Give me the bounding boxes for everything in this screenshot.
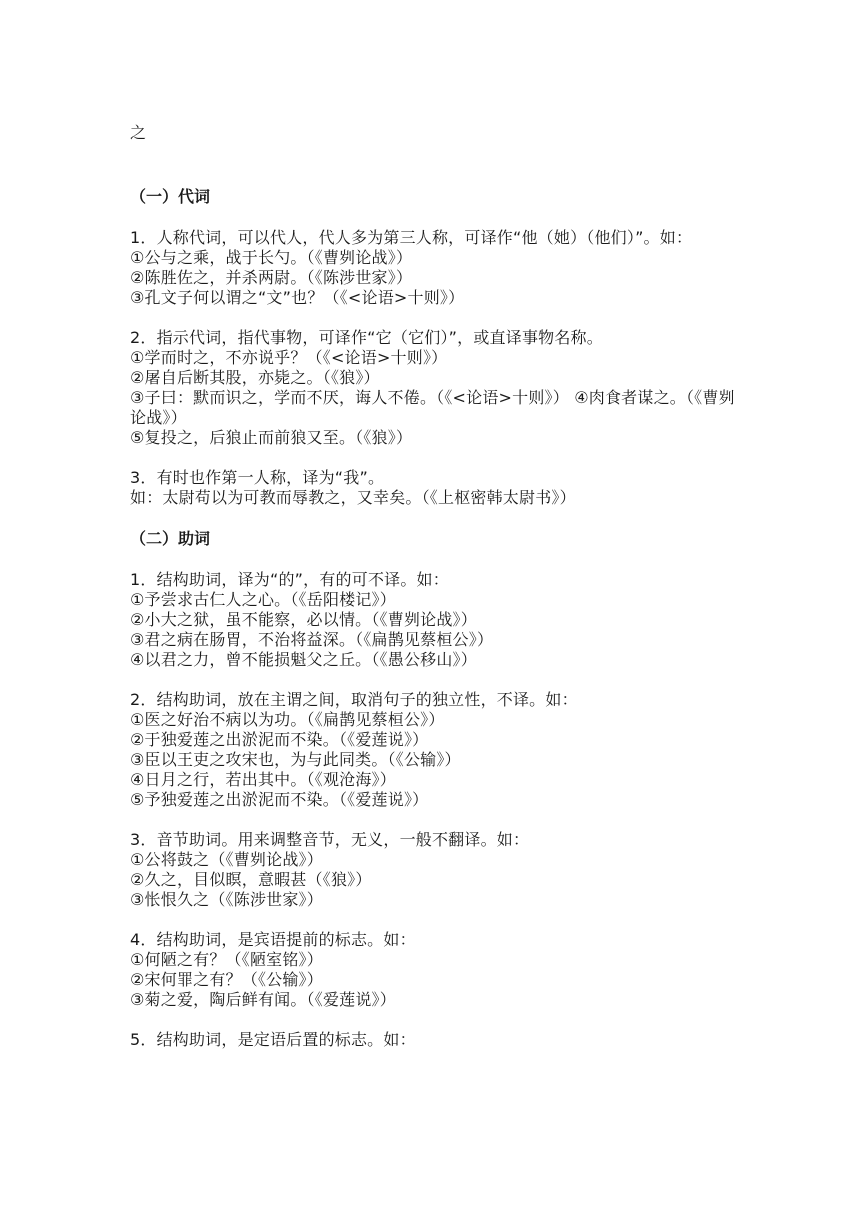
example-line: ②宋何罪之有？（《公输》） xyxy=(130,970,323,989)
document-page xyxy=(130,123,740,1050)
example-line: ①学而时之，不亦说乎？（《<论语>十则》） xyxy=(130,348,448,367)
paragraph-postposed-attributive xyxy=(130,1030,740,1050)
paragraph-line: 2．结构助词，放在主谓之间，取消句子的独立性，不译。如： xyxy=(130,690,578,709)
example-line: ④以君之力，曾不能损魁父之丘。（《愚公移山》） xyxy=(130,650,477,669)
paragraph-line: 2．指示代词，指代事物，可译作“它（它们）”，或直译事物名称。 xyxy=(130,328,603,347)
paragraph-line: 4．结构助词，是宾语提前的标志。如： xyxy=(130,930,416,949)
example-line: ②小大之狱，虽不能察，必以情。（《曹刿论战》） xyxy=(130,610,477,629)
example-line: ③君之病在肠胃，不治将益深。（《扁鹊见蔡桓公》） xyxy=(130,630,494,649)
paragraph-line: 1．结构助词，译为“的”，有的可不译。如： xyxy=(130,570,449,589)
example-line: ②于独爱莲之出淤泥而不染。（《爱莲说》） xyxy=(130,730,429,749)
paragraph-demonstrative-pronoun xyxy=(130,328,740,448)
example-line: ③孔文子何以谓之“文”也？（《<论语>十则》） xyxy=(130,288,465,307)
example-line: ⑤复投之，后狼止而前狼又至。（《狼》） xyxy=(130,428,413,447)
paragraph-object-fronting xyxy=(130,930,740,1010)
example-line: ①医之好治不病以为功。（《扁鹊见蔡桓公》） xyxy=(130,710,445,729)
example-line: ②久之，目似瞑，意暇甚（《狼》） xyxy=(130,870,372,889)
section-heading-pronoun: （一）代词 xyxy=(130,187,211,206)
example-line: ①公将鼓之（《曹刿论战》） xyxy=(130,850,323,869)
example-line: ③怅恨久之（《陈涉世家》） xyxy=(130,890,323,909)
paragraph-structural-particle-of xyxy=(130,570,740,670)
example-line: ①予尝求古仁人之心。（《岳阳楼记》） xyxy=(130,590,396,609)
example-line: ①何陋之有？（《陋室铭》） xyxy=(130,950,323,969)
example-line: 如：太尉苟以为可教而辱教之，又幸矣。（《上枢密韩太尉书》） xyxy=(130,488,576,507)
paragraph-line: 3．有时也作第一人称，译为“我”。 xyxy=(130,468,385,487)
example-line: ②屠自后断其股，亦毙之。（《狼》） xyxy=(130,368,380,387)
paragraph-personal-pronoun xyxy=(130,228,740,308)
example-line: ①公与之乘，战于长勺。（《曹刿论战》） xyxy=(130,248,413,267)
document-title: 之 xyxy=(130,123,147,142)
example-line: ③子曰：默而识之，学而不厌，诲人不倦。（《<论语>十则》） ④肉食者谋之。（《曹刿论战》） xyxy=(130,388,735,427)
paragraph-line: 5．结构助词，是定语后置的标志。如： xyxy=(130,1030,416,1049)
paragraph-syllable-particle xyxy=(130,830,740,910)
example-line: ②陈胜佐之，并杀两尉。（《陈涉世家》） xyxy=(130,268,413,287)
example-line: ③菊之爱，陶后鲜有闻。（《爱莲说》） xyxy=(130,990,396,1009)
section-heading-particle: （二）助词 xyxy=(130,529,211,548)
example-line: ③臣以王吏之攻宋也，为与此同类。（《公输》） xyxy=(130,750,461,769)
paragraph-subject-predicate xyxy=(130,690,740,810)
paragraph-line: 3．音节助词。用来调整音节，无义，一般不翻译。如： xyxy=(130,830,530,849)
example-line: ④日月之行，若出其中。（《观沧海》） xyxy=(130,770,396,789)
paragraph-line: 1．人称代词，可以代人，代人多为第三人称，可译作“他（她）（他们）”。如： xyxy=(130,228,693,247)
paragraph-first-person xyxy=(130,468,740,508)
example-line: ⑤予独爱莲之出淤泥而不染。（《爱莲说》） xyxy=(130,790,429,809)
